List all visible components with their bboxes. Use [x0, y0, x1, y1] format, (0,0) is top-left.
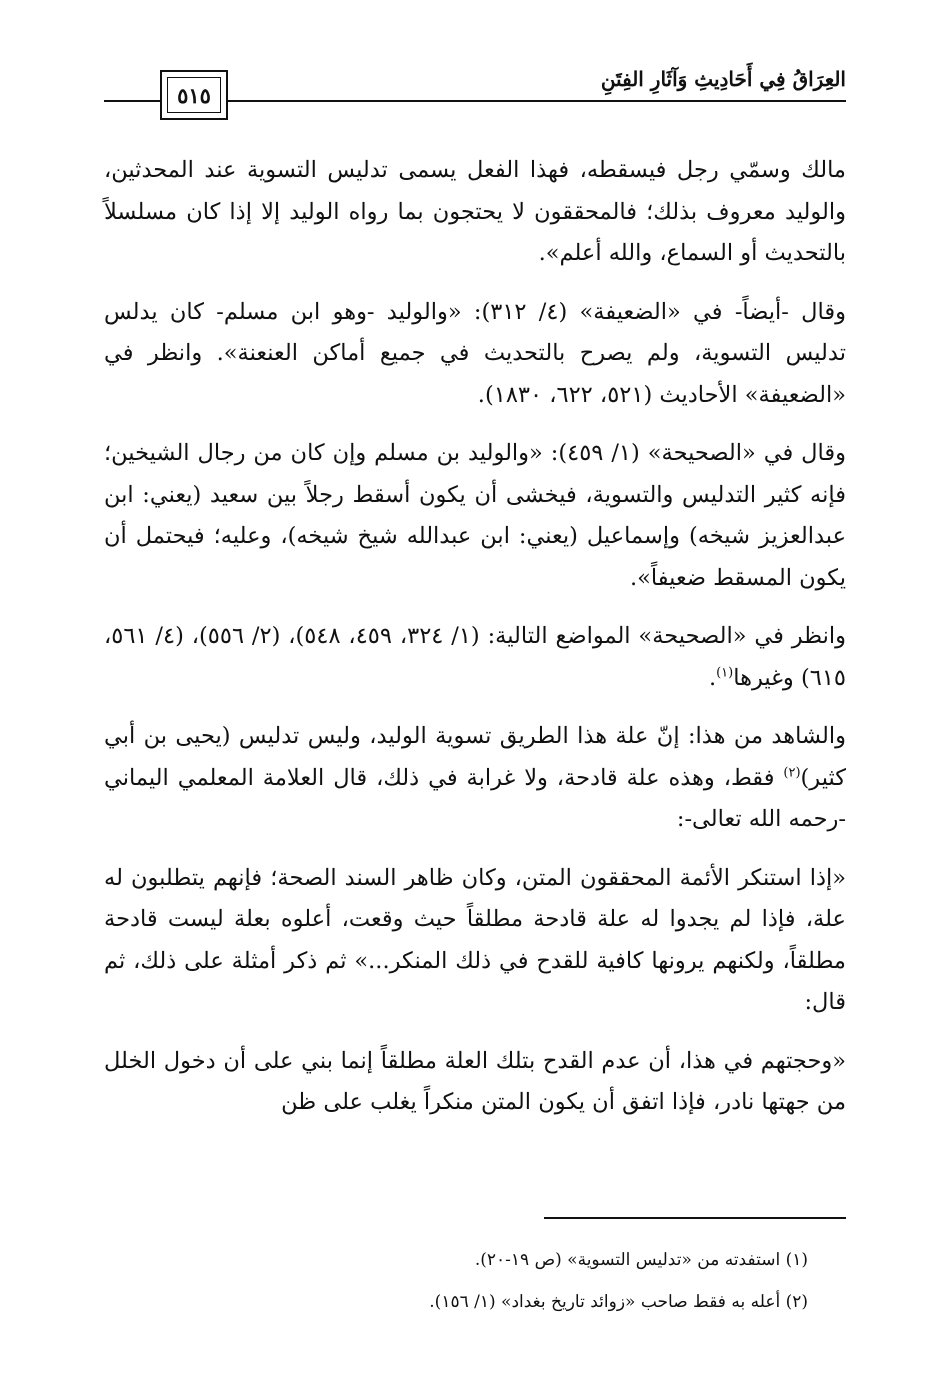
paragraph-text: وقال في «الصحيحة» (١/ ٤٥٩): «والوليد بن مسلم وإن كان من رجال الشيخين؛ فإنه كثير التدليس والتسوية، فيخشى أن يكون أسقط رجلاً بين سعيد (يعني: ابن عبدالعزيز شيخه) وإسماعيل (يعني: ابن عبدالله شيخ شيخه)، وعليه؛ فيحتمل أن يكون المسقط ضعيفاً».: [104, 440, 847, 591]
footnote-ref[interactable]: (٢): [783, 765, 801, 780]
paragraph-text: والشاهد من هذا: إنّ علة هذا الطريق تسوية الوليد، وليس تدليس (يحيى بن أبي كثير): [104, 723, 846, 791]
page-number: ٥١٥: [167, 77, 221, 113]
paragraph: [104, 150, 846, 275]
paragraph: [104, 433, 846, 599]
footnote: (٢) أعله به فقط صاحب «زوائد تاريخ بغداد» (١/ ١٥٦).: [429, 1292, 808, 1312]
paragraph-text: مالك وسمّي رجل فيسقطه، فهذا الفعل يسمى تدليس التسوية عند المحدثين، والوليد معروف بذلك؛ فالمحققون لا يحتجون بما رواه الوليد إلا إذا كان مسلسلاً بالتحديث أو السماع، والله أعلم».: [104, 157, 846, 266]
main-text: [104, 150, 846, 1141]
footnotes: [104, 1244, 846, 1328]
paragraph: [104, 1041, 846, 1124]
paragraph-text-tail: فقط، وهذه علة قادحة، ولا غرابة في ذلك، قال العلامة المعلمي اليماني -رحمه الله تعالى-:: [104, 764, 846, 832]
paragraph: [104, 716, 846, 841]
paragraph: [104, 616, 846, 699]
paragraph-text: وانظر في «الصحيحة» المواضع التالية: (١/ ٣٢٤، ٤٥٩، ٥٤٨)، (٢/ ٥٥٦)، (٤/ ٥٦١، ٦١٥) وغيرها: [104, 623, 846, 691]
footnote-ref[interactable]: (١): [716, 665, 734, 680]
footnote-separator: [544, 1217, 846, 1219]
paragraph-text-tail: .: [708, 664, 717, 691]
paragraph-text: وقال -أيضاً- في «الضعيفة» (٤/ ٣١٢): «والوليد -وهو ابن مسلم- كان يدلس تدليس التسوية، ولم يصرح بالتحديث في جميع أماكن العنعنة». وانظر في «الضعيفة» الأحاديث (٥٢١، ٦٢٢، ١٨٣٠).: [104, 298, 847, 408]
page-number-box: [160, 70, 228, 120]
paragraph: [104, 292, 846, 417]
paragraph-text: «إذا استنكر الأئمة المحققون المتن، وكان ظاهر السند الصحة؛ فإنهم يتطلبون له علة، فإذا لم يجدوا له علة قادحة مطلقاً حيث وقعت، أعلوه بعلة ليست قادحة مطلقاً، ولكنهم يرونها كافية للقدح في ذلك المنكر...» ثم ذكر أمثلة على ذلك، ثم قال:: [104, 864, 846, 1015]
paragraph-text: «وحجتهم في هذا، أن عدم القدح بتلك العلة مطلقاً إنما بني على أن دخول الخلل من جهتها نادر، فإذا اتفق أن يكون المتن منكراً يغلب على ظن: [104, 1047, 846, 1115]
running-title: العِرَاقُ فِي أَحَادِيثِ وَآثَارِ الفِتَنِ: [593, 64, 846, 94]
footnote: (١) استفدته من «تدليس التسوية» (ص ١٩-٢٠).: [474, 1250, 808, 1270]
header-rule-left: [104, 100, 160, 102]
page-header: [104, 62, 846, 124]
paragraph: [104, 858, 846, 1024]
header-rule-right: [228, 100, 846, 102]
